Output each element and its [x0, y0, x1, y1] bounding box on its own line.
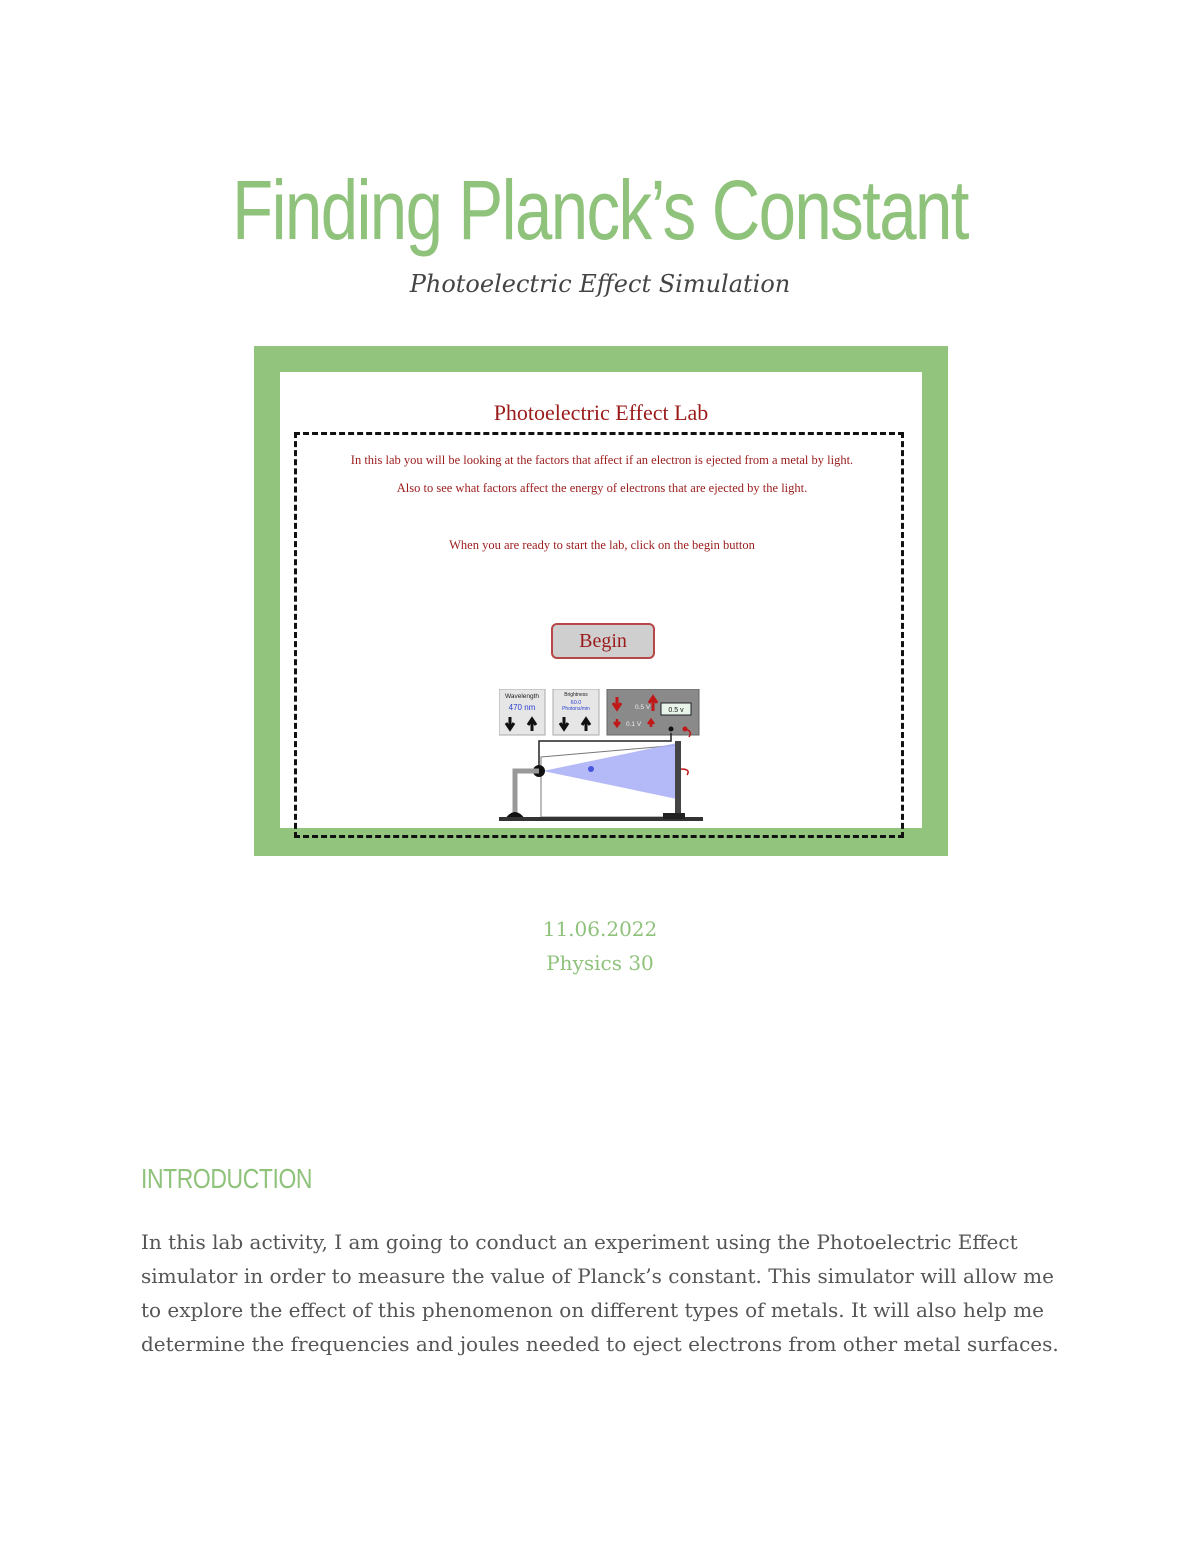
- lab-screenshot: [280, 372, 922, 828]
- voltmeter-readout: 0.5 v: [668, 707, 684, 714]
- terminal-black-icon: [669, 727, 674, 732]
- screenshot-frame: [254, 346, 948, 856]
- document-date: 11.06.2022: [542, 917, 658, 941]
- simulator-apparatus: [499, 689, 709, 825]
- lab-intro-box: [294, 432, 904, 838]
- brightness-value: 60.0: [570, 700, 582, 706]
- electron-icon: [588, 766, 594, 772]
- lab-intro-line-1: In this lab you will be looking at the factors that affect if an electron is ejected from a metal by light.: [350, 453, 854, 467]
- voltage-step-large: 0.5 V: [635, 704, 651, 711]
- introduction-body: In this lab activity, I am going to conduct an experiment using the Photoelectric Effect simulator in order to measure the value of Planck’s constant. This simulator will allow me to explore the effect of this phenomenon on different types of metals. It will also help me determine the frequencies and joules needed to eject electrons from other metal surfaces.: [141, 1230, 1059, 1356]
- lab-intro-line-3: When you are ready to start the lab, click on the begin button: [449, 538, 755, 552]
- document-subtitle: Photoelectric Effect Simulation: [409, 270, 791, 298]
- wavelength-label: Wavelength: [504, 693, 540, 700]
- plate-foot: [663, 813, 685, 819]
- support-arm: [515, 771, 539, 813]
- brightness-unit: Photons/min: [562, 706, 590, 712]
- wavelength-value: 470 nm: [508, 703, 536, 712]
- document-title: Finding Planck’s Constant: [232, 163, 968, 257]
- lab-title: Photoelectric Effect Lab: [493, 400, 709, 425]
- plate-wire: [681, 769, 688, 775]
- begin-button[interactable]: Begin: [551, 623, 655, 659]
- lab-intro-line-2: Also to see what factors affect the energy of electrons that are ejected by the light.: [396, 481, 808, 495]
- introduction-heading: INTRODUCTION: [141, 1163, 313, 1194]
- brightness-label: Brightness: [564, 692, 588, 698]
- course-name: Physics 30: [546, 951, 654, 975]
- metal-plate: [675, 741, 681, 817]
- voltage-step-small: 0.1 V: [626, 721, 642, 728]
